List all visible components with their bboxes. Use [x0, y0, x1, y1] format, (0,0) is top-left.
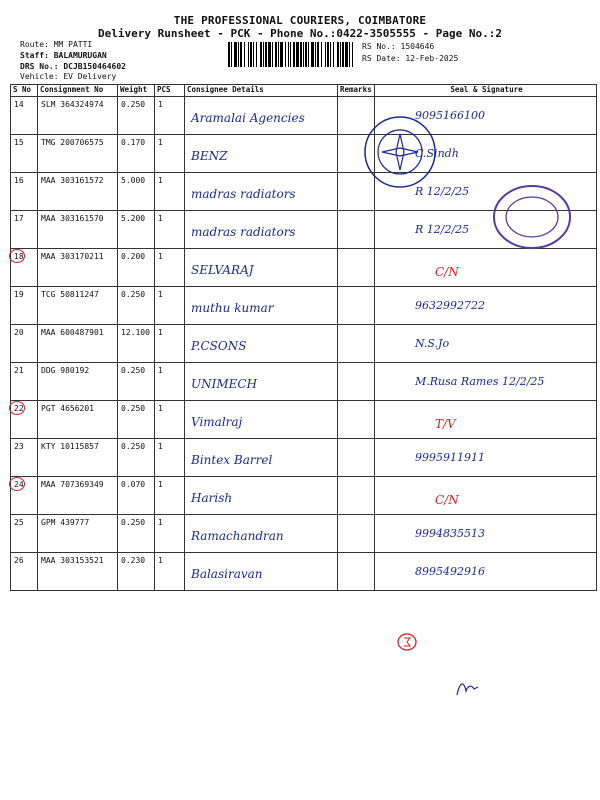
row-weight: [118, 515, 155, 553]
row-pcs-text: 1: [158, 404, 163, 413]
row-signature: [375, 477, 597, 515]
row-sno: [11, 211, 38, 249]
table-row: [11, 515, 597, 553]
row-signature: [375, 515, 597, 553]
bottom-initial-scribble: [454, 677, 480, 699]
row-consignment-no-text: MAA 303161570: [41, 214, 104, 223]
row-pcs: [155, 477, 185, 515]
table-row: [11, 287, 597, 325]
row-sno-text: 20: [14, 328, 24, 337]
row-pcs-text: 1: [158, 290, 163, 299]
row-weight: [118, 553, 155, 591]
red-circle-mark: [396, 632, 418, 652]
row-pcs: [155, 97, 185, 135]
row-consignment-no-text: TCG 50811247: [41, 290, 99, 299]
table-header-row: [11, 85, 597, 97]
signature-handwriting: C.Sindh: [415, 147, 459, 160]
row-remarks: [338, 553, 375, 591]
row-pcs-text: 1: [158, 480, 163, 489]
row-signature: [375, 363, 597, 401]
row-consignment-no: [38, 363, 118, 401]
row-pcs: [155, 287, 185, 325]
col-header-pcs: PCS: [155, 85, 185, 97]
row-consignment-no-text: SLM 364324974: [41, 100, 104, 109]
red-circle-mark: [9, 249, 25, 263]
row-signature: [375, 553, 597, 591]
row-pcs: [155, 553, 185, 591]
row-consignment-no: [38, 325, 118, 363]
signature-handwriting: 9995911911: [415, 451, 485, 464]
row-sno-text: 24: [14, 480, 24, 489]
row-pcs: [155, 401, 185, 439]
row-weight: [118, 173, 155, 211]
row-pcs: [155, 249, 185, 287]
row-consignment-no: [38, 135, 118, 173]
row-weight: [118, 135, 155, 173]
col-header-consignment: Consignment No: [38, 85, 118, 97]
row-sno: [11, 135, 38, 173]
signature-handwriting: 8995492916: [415, 565, 485, 578]
row-weight-text: 0.250: [121, 518, 146, 527]
row-sno: [11, 553, 38, 591]
staff-label: Staff: BALAMURUGAN: [20, 51, 107, 60]
col-header-sno: S No: [11, 85, 38, 97]
row-sno: [11, 477, 38, 515]
row-signature: [375, 439, 597, 477]
col-header-weight: Weight: [118, 85, 155, 97]
table-row: [11, 401, 597, 439]
row-weight-text: 0.250: [121, 442, 146, 451]
consignee-handwriting: BENZ: [191, 149, 228, 163]
row-consignee: [185, 515, 338, 553]
row-consignee: [185, 97, 338, 135]
row-weight: [118, 477, 155, 515]
row-consignee: [185, 211, 338, 249]
stamp-seal-circle: [360, 112, 440, 192]
row-pcs: [155, 325, 185, 363]
row-consignment-no-text: KTY 10115857: [41, 442, 99, 451]
row-weight: [118, 97, 155, 135]
row-sno-text: 25: [14, 518, 24, 527]
row-pcs-text: 1: [158, 176, 163, 185]
row-pcs: [155, 211, 185, 249]
table-row: [11, 477, 597, 515]
row-remarks: [338, 211, 375, 249]
vehicle-label: Vehicle: EV Delivery: [20, 72, 117, 81]
signature-handwriting: 9632992722: [415, 299, 485, 312]
row-pcs: [155, 173, 185, 211]
row-sno-text: 22: [14, 404, 24, 413]
signature-handwriting: 9095166100: [415, 109, 485, 122]
row-remarks: [338, 477, 375, 515]
table-row: [11, 439, 597, 477]
row-consignment-no: [38, 249, 118, 287]
drs-label: DRS No.: DCJB150464602: [20, 62, 126, 71]
row-remarks: [338, 515, 375, 553]
row-pcs: [155, 363, 185, 401]
row-weight-text: 0.170: [121, 138, 146, 147]
signature-handwriting: R 12/2/25: [415, 185, 470, 198]
row-pcs-text: 1: [158, 214, 163, 223]
row-signature: [375, 249, 597, 287]
consignee-handwriting: muthu kumar: [191, 301, 274, 315]
row-consignment-no-text: MAA 707369349: [41, 480, 104, 489]
row-consignment-no-text: DDG 980192: [41, 366, 90, 375]
row-consignment-no: [38, 97, 118, 135]
row-weight-text: 0.250: [121, 404, 146, 413]
row-pcs-text: 1: [158, 100, 163, 109]
row-consignee: [185, 135, 338, 173]
row-consignment-no: [38, 477, 118, 515]
row-sno-text: 15: [14, 138, 24, 147]
row-signature: [375, 287, 597, 325]
row-consignee: [185, 363, 338, 401]
barcode: [228, 42, 353, 67]
row-sno-text: 19: [14, 290, 24, 299]
row-pcs: [155, 135, 185, 173]
row-weight-text: 0.250: [121, 366, 146, 375]
row-sno: [11, 325, 38, 363]
row-pcs: [155, 439, 185, 477]
row-sno-text: 16: [14, 176, 24, 185]
row-weight-text: 0.070: [121, 480, 146, 489]
signature-handwriting: C/N: [435, 265, 459, 279]
row-weight-text: 5.000: [121, 176, 146, 185]
consignee-handwriting: Ramachandran: [191, 529, 284, 543]
row-remarks: [338, 363, 375, 401]
row-remarks: [338, 439, 375, 477]
row-sno-text: 17: [14, 214, 24, 223]
row-pcs-text: 1: [158, 442, 163, 451]
row-pcs-text: 1: [158, 138, 163, 147]
row-remarks: [338, 401, 375, 439]
row-weight: [118, 325, 155, 363]
row-sno-text: 23: [14, 442, 24, 451]
row-pcs-text: 1: [158, 252, 163, 261]
row-consignment-no: [38, 401, 118, 439]
document-subtitle: Delivery Runsheet - PCK - Phone No.:0422-3505555 - Page No.:2: [98, 27, 502, 40]
table-row: [11, 249, 597, 287]
signature-handwriting: T/V: [435, 417, 456, 431]
row-weight-text: 0.250: [121, 290, 146, 299]
signature-handwriting: M.Rusa Rames 12/2/25: [415, 375, 545, 388]
row-consignment-no-text: MAA 303153521: [41, 556, 104, 565]
row-consignment-no-text: TMG 200706575: [41, 138, 104, 147]
row-sno: [11, 363, 38, 401]
row-sno-text: 26: [14, 556, 24, 565]
red-circle-mark: [9, 477, 25, 491]
row-remarks: [338, 249, 375, 287]
row-consignee: [185, 401, 338, 439]
row-consignment-no: [38, 515, 118, 553]
row-consignment-no: [38, 439, 118, 477]
table-row: [11, 553, 597, 591]
row-pcs: [155, 515, 185, 553]
row-sno-text: 14: [14, 100, 24, 109]
row-sno: [11, 249, 38, 287]
row-weight-text: 12.100: [121, 328, 150, 337]
route-label: Route: MM PATTI: [20, 40, 93, 49]
table-row: [11, 363, 597, 401]
table-row: [11, 325, 597, 363]
row-consignee: [185, 249, 338, 287]
consignee-handwriting: SELVARAJ: [191, 263, 254, 277]
row-remarks: [338, 287, 375, 325]
row-weight: [118, 249, 155, 287]
row-consignment-no-text: GPM 439777: [41, 518, 90, 527]
consignee-handwriting: Vimalraj: [191, 415, 243, 429]
table-row: [11, 135, 597, 173]
runsheet-table: [10, 84, 597, 591]
row-consignment-no: [38, 173, 118, 211]
stamp-purple-oval: [490, 182, 574, 252]
row-pcs-text: 1: [158, 366, 163, 375]
row-consignment-no-text: MAA 600487901: [41, 328, 104, 337]
row-signature: [375, 401, 597, 439]
rs-number: RS No.: 1504646: [362, 42, 435, 51]
row-weight-text: 0.230: [121, 556, 146, 565]
document-title: THE PROFESSIONAL COURIERS, COIMBATORE: [173, 14, 427, 27]
consignee-handwriting: UNIMECH: [191, 377, 258, 391]
red-circle-mark: [9, 401, 25, 415]
row-consignee: [185, 325, 338, 363]
signature-handwriting: C/N: [435, 493, 459, 507]
row-consignee: [185, 553, 338, 591]
row-consignee: [185, 477, 338, 515]
consignee-handwriting: Balasiravan: [191, 567, 263, 581]
row-remarks: [338, 325, 375, 363]
row-signature: [375, 325, 597, 363]
row-consignment-no: [38, 553, 118, 591]
consignee-handwriting: madras radiators: [191, 225, 296, 239]
row-sno: [11, 439, 38, 477]
row-pcs-text: 1: [158, 556, 163, 565]
consignee-handwriting: Bintex Barrel: [191, 453, 273, 467]
row-consignment-no-text: PGT 4656201: [41, 404, 94, 413]
consignee-handwriting: Aramalai Agencies: [191, 111, 305, 125]
row-weight: [118, 211, 155, 249]
col-header-consignee: Consignee Details: [185, 85, 338, 97]
row-sno: [11, 515, 38, 553]
row-sno-text: 21: [14, 366, 24, 375]
row-consignee: [185, 287, 338, 325]
row-weight-text: 5.200: [121, 214, 146, 223]
row-sno: [11, 97, 38, 135]
row-sno: [11, 173, 38, 211]
table-row: [11, 97, 597, 135]
consignee-handwriting: madras radiators: [191, 187, 296, 201]
signature-handwriting: 9994835513: [415, 527, 485, 540]
row-weight: [118, 363, 155, 401]
rs-date: RS Date: 12-Feb-2025: [362, 54, 459, 63]
signature-handwriting: N.S.Jo: [415, 337, 450, 350]
row-sno: [11, 401, 38, 439]
row-weight: [118, 439, 155, 477]
row-pcs-text: 1: [158, 328, 163, 337]
row-consignment-no-text: MAA 303170211: [41, 252, 104, 261]
consignee-handwriting: P.CSONS: [191, 339, 247, 353]
row-sno: [11, 287, 38, 325]
col-header-remarks: Remarks: [338, 85, 375, 97]
row-consignee: [185, 173, 338, 211]
row-consignment-no: [38, 211, 118, 249]
signature-handwriting: R 12/2/25: [415, 223, 470, 236]
row-consignment-no: [38, 287, 118, 325]
row-pcs-text: 1: [158, 518, 163, 527]
consignee-handwriting: Harish: [191, 491, 233, 505]
row-sno-text: 18: [14, 252, 24, 261]
row-consignment-no-text: MAA 303161572: [41, 176, 104, 185]
col-header-signature: Seal & Signature: [375, 85, 597, 97]
row-weight-text: 0.200: [121, 252, 146, 261]
row-consignee: [185, 439, 338, 477]
row-weight: [118, 401, 155, 439]
row-weight-text: 0.250: [121, 100, 146, 109]
row-weight: [118, 287, 155, 325]
